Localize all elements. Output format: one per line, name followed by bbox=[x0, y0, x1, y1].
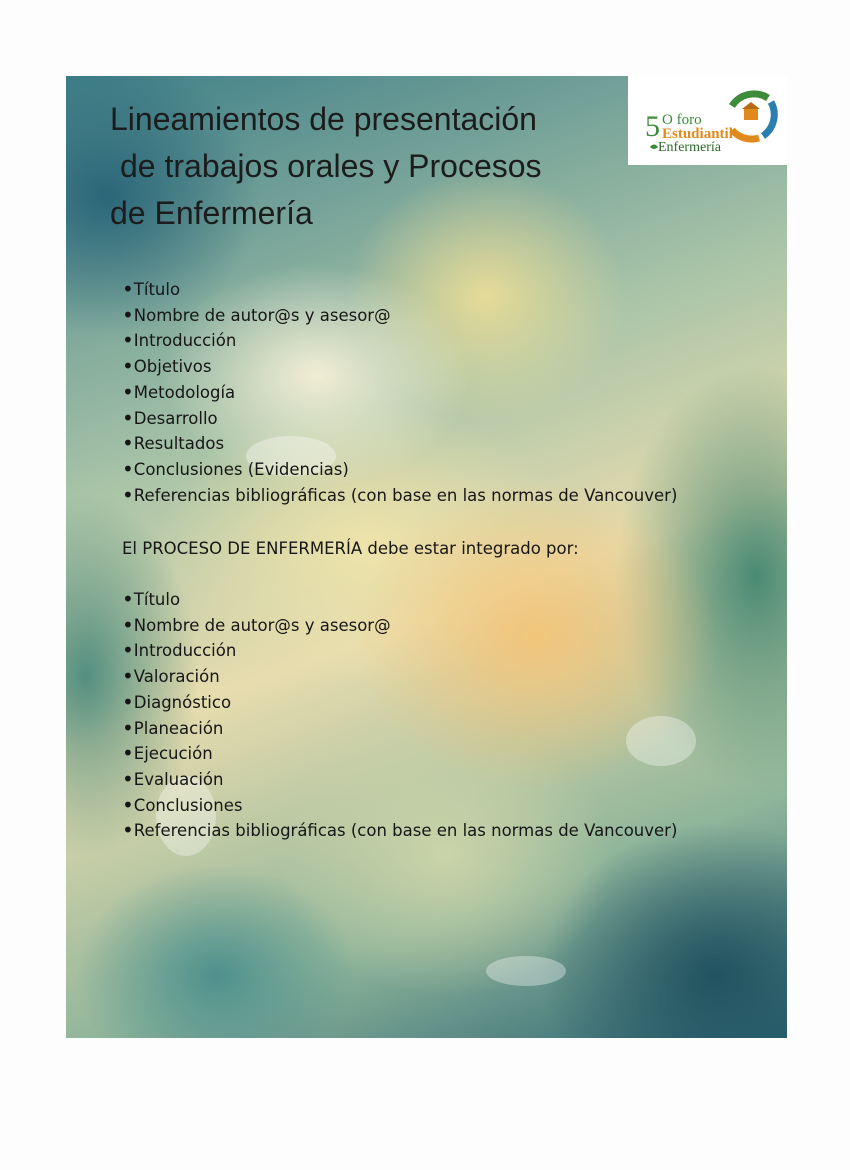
list-item: • Diagnóstico bbox=[122, 690, 677, 716]
foro-logo-mark bbox=[628, 76, 787, 165]
list-item: • Nombre de autor@s y asesor@ bbox=[122, 303, 677, 329]
list-item: • Evaluación bbox=[122, 767, 677, 793]
list-item: • Conclusiones bbox=[122, 793, 677, 819]
logo-building-icon bbox=[744, 108, 758, 120]
logo-number: 5 bbox=[645, 110, 660, 143]
poster bbox=[66, 76, 787, 1038]
process-intro-text: El PROCESO DE ENFERMERÍA debe estar integrado por: bbox=[122, 539, 579, 558]
list-item: • Título bbox=[122, 277, 677, 303]
list-item: • Ejecución bbox=[122, 741, 677, 767]
list-item: • Desarrollo bbox=[122, 406, 677, 432]
logo-line-2: Estudiantil bbox=[662, 126, 733, 142]
list-item: • Referencias bibliográficas (con base en las normas de Vancouver) bbox=[122, 818, 677, 844]
logo-arc-blue bbox=[763, 102, 774, 136]
logo-line-1: O foro bbox=[662, 112, 702, 128]
logo-leaf-icon bbox=[650, 145, 658, 150]
list-item: • Conclusiones (Evidencias) bbox=[122, 457, 677, 483]
list-item: • Referencias bibliográficas (con base en las normas de Vancouver) bbox=[122, 483, 677, 509]
list-item: • Valoración bbox=[122, 664, 677, 690]
title-line-2: de trabajos orales y Procesos bbox=[120, 148, 542, 184]
list-item: • Título bbox=[122, 587, 677, 613]
list-item: • Objetivos bbox=[122, 354, 677, 380]
logo-line-3: Enfermería bbox=[658, 140, 721, 155]
page-title bbox=[110, 96, 630, 237]
nursing-process-requirements-list bbox=[122, 587, 677, 844]
logo-arc-orange bbox=[732, 130, 759, 139]
list-item: • Resultados bbox=[122, 431, 677, 457]
foro-logo bbox=[628, 76, 787, 165]
list-item: • Nombre de autor@s y asesor@ bbox=[122, 613, 677, 639]
title-line-3: de Enfermería bbox=[110, 195, 313, 231]
texture-speck bbox=[486, 956, 566, 986]
list-item: • Planeación bbox=[122, 716, 677, 742]
presentation-requirements-list bbox=[122, 277, 677, 508]
title-line-1: Lineamientos de presentación bbox=[110, 101, 537, 137]
logo-roof-icon bbox=[742, 102, 760, 109]
list-item: • Metodología bbox=[122, 380, 677, 406]
list-item: • Introducción bbox=[122, 328, 677, 354]
list-item: • Introducción bbox=[122, 638, 677, 664]
